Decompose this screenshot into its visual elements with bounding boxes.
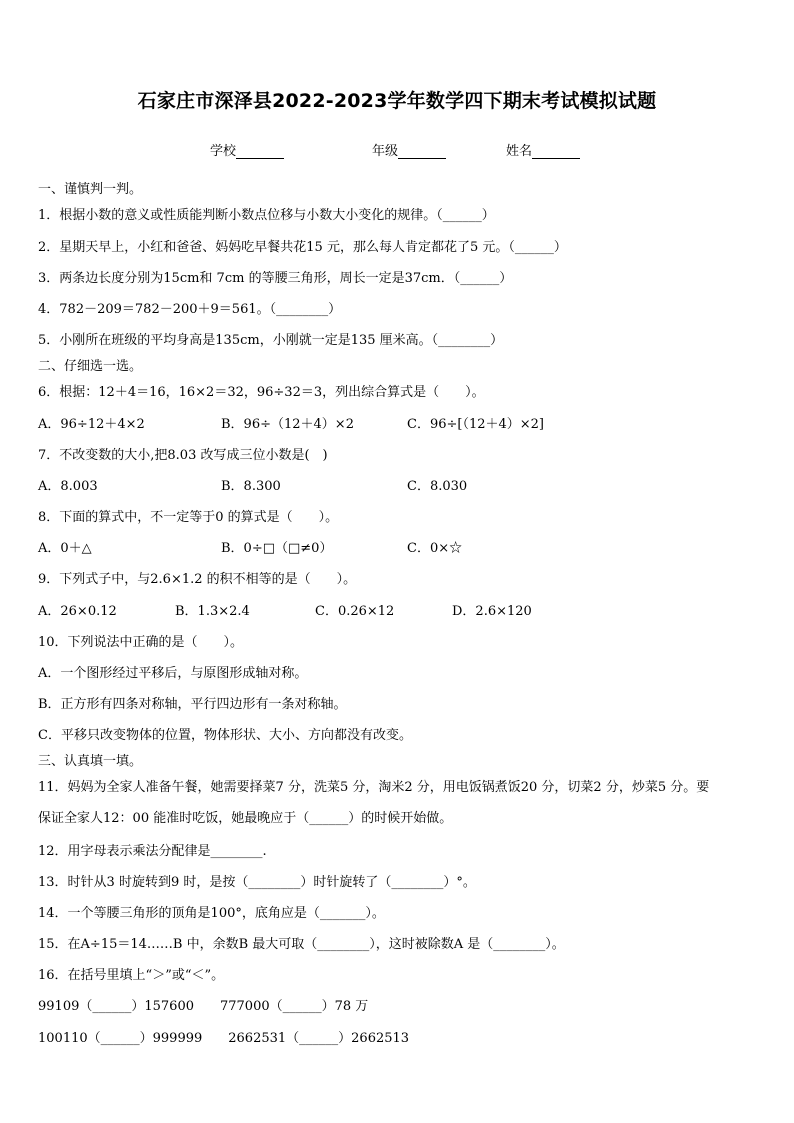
school-blank (236, 144, 284, 159)
question-11-line-1: 11．妈妈为全家人准备午餐，她需要择菜7 分，洗菜5 分，淘米2 分，用电饭锅煮饭20 分，切菜2 分，炒菜5 分。要 (38, 780, 710, 795)
page-title: 石家庄市深泽县2022-2023学年数学四下期末考试模拟试题 (137, 90, 657, 112)
question-13: 13．时针从3 时旋转到9 时，是按（________）时针旋转了（________）°。 (38, 875, 476, 890)
question-11-line-2: 保证全家人12：00 能准时吃饭，她最晚应于（______）的时候开始做。 (38, 811, 453, 826)
question-5: 5．小刚所在班级的平均身高是135cm，小刚就一定是135 厘米高。（________） (38, 333, 504, 348)
grade-blank (398, 144, 446, 159)
option-c: C．0.26×12 (315, 604, 395, 619)
question-10: 10．下列说法中正确的是（ ）。 (38, 635, 244, 650)
question-6: 6．根据：12＋4＝16，16×2＝32，96÷32＝3，列出综合算式是（ ）。 (38, 385, 485, 400)
question-12: 12．用字母表示乘法分配律是________. (38, 844, 267, 859)
question-16-row-2: 100110（______）999999 2662531（______）2662513 (38, 1031, 410, 1046)
section-fill: 三、认真填一填。 (38, 754, 143, 769)
option-a: A．8.003 (38, 479, 98, 494)
question-2: 2．星期天早上，小红和爸爸、妈妈吃早餐共花15 元，那么每人肯定都花了5 元。（______） (38, 240, 567, 255)
question-14: 14．一个等腰三角形的顶角是100°，底角应是（_______）。 (38, 906, 385, 921)
name-blank (532, 144, 580, 159)
option-b: B．96÷（12＋4）×2 (221, 417, 354, 432)
school-label: 学校 (210, 144, 237, 159)
option-a: A．0＋△ (38, 541, 92, 556)
question-4: 4．782－209＝782－200＋9＝561。（________） (38, 302, 342, 317)
section-choice: 二、仔细选一选。 (38, 359, 143, 374)
question-10-option-b: B．正方形有四条对称轴，平行四边形有一条对称轴。 (38, 697, 347, 712)
grade-field (372, 140, 446, 159)
grade-label: 年级 (372, 144, 399, 159)
option-b: B．1.3×2.4 (175, 604, 250, 619)
question-8: 8．下面的算式中，不一定等于0 的算式是（ ）。 (38, 510, 339, 525)
option-c: C．0×☆ (407, 541, 463, 556)
option-a: A．96÷12＋4×2 (38, 417, 145, 432)
option-c: C．8.030 (407, 479, 468, 494)
question-15: 15．在A÷15＝14……B 中，余数B 最大可取（________），这时被除数A 是（________）。 (38, 937, 565, 952)
option-d: D．2.6×120 (452, 604, 532, 619)
question-16: 16．在括号里填上“＞”或“＜”。 (38, 968, 225, 983)
question-10-option-c: C．平移只改变物体的位置，物体形状、大小、方向都没有改变。 (38, 728, 412, 743)
option-c: C．96÷[（12＋4）×2] (407, 417, 545, 432)
section-judge: 一、谨慎判一判。 (38, 182, 143, 197)
name-field (506, 140, 580, 159)
question-10-option-a: A．一个图形经过平移后，与原图形成轴对称。 (38, 666, 308, 681)
option-a: A．26×0.12 (38, 604, 117, 619)
question-16-row-1: 99109（______）157600 777000（______）78 万 (38, 999, 369, 1014)
question-1: 1．根据小数的意义或性质能判断小数点位移与小数大小变化的规律。（______） (38, 208, 495, 223)
option-b: B．0÷□（□≠0） (221, 541, 333, 556)
question-7: 7．不改变数的大小,把8.03 改写成三位小数是( ) (38, 448, 328, 463)
name-label: 姓名 (506, 144, 533, 159)
option-b: B．8.300 (221, 479, 281, 494)
question-9: 9．下列式子中，与2.6×1.2 的积不相等的是（ ）。 (38, 572, 357, 587)
school-field (210, 140, 284, 159)
question-3: 3．两条边长度分别为15cm和 7cm 的等腰三角形，周长一定是37cm．（______） (38, 271, 513, 286)
